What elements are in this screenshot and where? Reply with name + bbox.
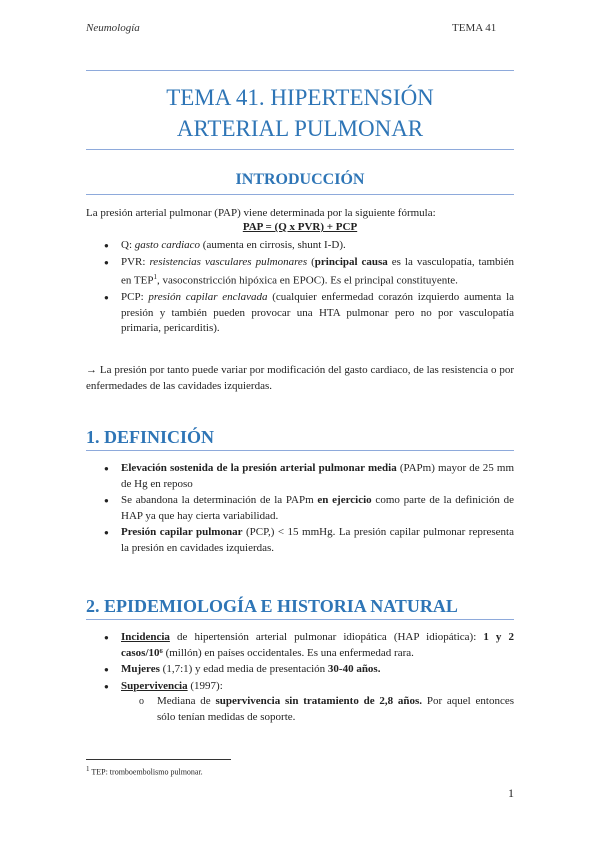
intro-lead: La presión arterial pulmonar (PAP) viene determinada por la siguiente fórmula: [86, 207, 436, 219]
footnote: $^1$ TEP: tromboembolismo pulmonar. [86, 765, 203, 777]
header-left: Neumología [86, 22, 140, 34]
epidemiologia-rule [86, 619, 514, 620]
definicion-heading: 1. DEFINICIÓN [86, 427, 215, 447]
page-title-line2: ARTERIAL PULMONAR [176, 116, 424, 141]
definicion-list [86, 461, 514, 557]
title-top-rule [86, 70, 514, 71]
intro-heading: INTRODUCCIÓN [235, 171, 365, 188]
sub-item-mediana: o Mediana de supervivencia sin tratamiento de 2,8 años. Por aquel entonces sólo tenían medidas de soporte. [86, 694, 514, 725]
epidemiologia-heading: 2. EPIDEMIOLOGÍA E HISTORIA NATURAL [86, 596, 458, 616]
title-bottom-rule [86, 149, 514, 150]
list-item-def3: ● Presión capilar pulmonar (PCP,) < 15 mmHg. La presión capilar pulmonar representa la presión en cavidades izquierdas. [86, 525, 514, 556]
intro-rule [86, 194, 514, 195]
supervivencia-sublist [121, 694, 514, 725]
page-title-line1: TEMA 41. HIPERTENSIÓN [166, 85, 434, 110]
definicion-rule [86, 450, 514, 451]
footnote-rule [86, 759, 231, 760]
list-item-pvr: ● PVR: resistencias vasculares pulmonares (principal causa es la vasculopatía, también en TEP$^1$, vasoconstricción hipóxica en EPOC). Es el principal constituyente. [86, 255, 514, 290]
list-item-pcp: ● PCP: presión capilar enclavada (cualquier enfermedad corazón izquierdo aumenta la presión y también pueden provocar una HTA pulmonar pero no por vasculopatía primaria, pericarditis). [86, 290, 514, 337]
epidemiologia-list [86, 630, 514, 726]
list-item-incidencia: ● Incidencia de hipertensión arterial pulmonar idiopática (HAP idiopática): 1 y 2 casos/10⁶ (millón) en países occidentales. Es una enfermedad rara. [86, 630, 514, 661]
intro-list [86, 238, 514, 338]
list-item-q: ● Q: gasto cardiaco (aumenta en cirrosis, shunt I-D). [86, 238, 514, 254]
list-item-def2: ● Se abandona la determinación de la PAPm en ejercicio como parte de la definición de HAP ya que hay cierta variabilidad. [86, 493, 514, 524]
intro-conclusion: → La presión por tanto puede variar por modificación del gasto cardiaco, de las resistencia o por enfermedades de las cavidades izquierdas. [86, 364, 514, 392]
list-item-mujeres: ● Mujeres (1,7:1) y edad media de presentación 30-40 años. [86, 662, 514, 678]
pap-formula: PAP = (Q x PVR) + PCP [242, 221, 358, 233]
list-item-def1: ● Elevación sostenida de la presión arterial pulmonar media (PAPm) mayor de 25 mm de Hg en reposo [86, 461, 514, 492]
header-right: TEMA 41 [452, 22, 497, 34]
page-number: 1 [508, 786, 514, 800]
list-item-supervivencia: ● Supervivencia (1997): o Mediana de supervivencia sin tratamiento de 2,8 años. Por aquel entonces sólo tenían medidas de soporte. [86, 679, 514, 726]
